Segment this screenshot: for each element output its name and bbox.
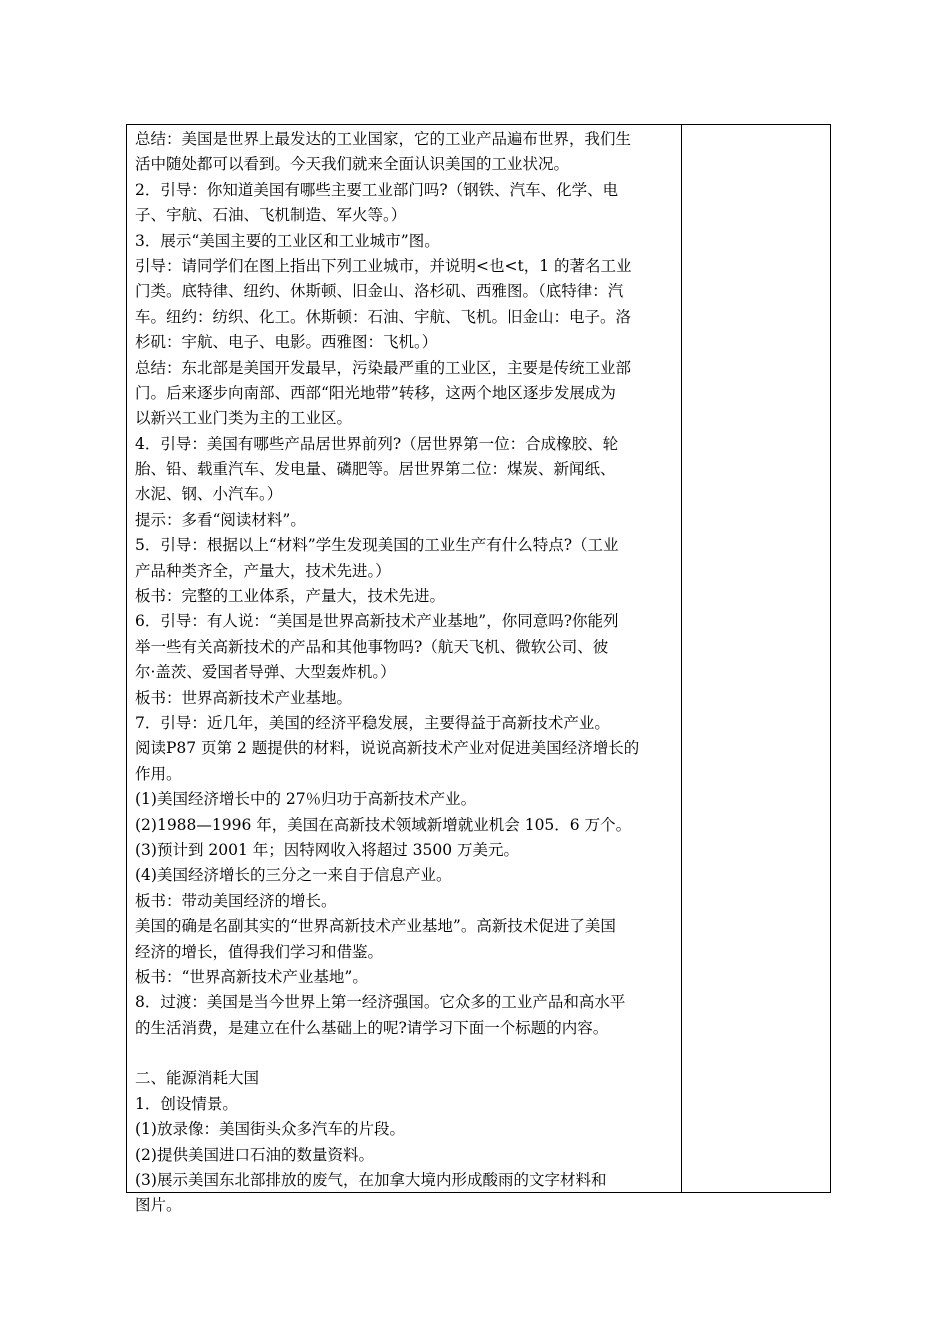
text-line: 二、能源消耗大国 <box>135 1069 260 1088</box>
text-line: 总结：东北部是美国开发最早，污染最严重的工业区，主要是传统工业部 <box>135 358 632 377</box>
text-line: 板书：完整的工业体系，产量大，技术先进。 <box>135 587 446 606</box>
text-line <box>135 1041 675 1066</box>
text-line: 3．展示“美国主要的工业区和工业城市”图。 <box>135 231 440 250</box>
text-line: 1．创设情景。 <box>135 1094 238 1113</box>
text-line: 胎、铅、载重汽车、发电量、磷肥等。居世界第二位：煤炭、新闻纸、 <box>135 460 616 479</box>
text-line: (1)放录像：美国街头众多汽车的片段。 <box>135 1120 405 1139</box>
text-line: 美国的确是名副其实的“世界高新技术产业基地”。高新技术促进了美国 <box>135 917 616 936</box>
text-line: 门。后来逐步向南部、西部“阳光地带”转移，这两个地区逐步发展成为 <box>135 383 616 402</box>
text-line: 尔·盖茨、爱国者导弹、大型轰炸机。） <box>135 663 396 682</box>
text-line: 图片。 <box>135 1196 182 1215</box>
text-line: (2)提供美国进口石油的数量资料。 <box>135 1145 374 1164</box>
text-line: 4．引导：美国有哪些产品居世界前列?（居世界第一位：合成橡胶、轮 <box>135 434 619 453</box>
text-line: 门类。底特律、纽约、休斯顿、旧金山、洛杉矶、西雅图。（底特律：汽 <box>135 282 624 301</box>
text-line: 总结：美国是世界上最发达的工业国家，它的工业产品遍布世界，我们生 <box>135 130 632 148</box>
text-line: 活中随处都可以看到。今天我们就来全面认识美国的工业状况。 <box>135 155 570 174</box>
text-line: (3)展示美国东北部排放的废气，在加拿大境内形成酸雨的文字材料和 <box>135 1171 607 1190</box>
text-line: 产品种类齐全，产量大，技术先进。） <box>135 561 391 580</box>
notes-cell <box>687 125 827 1192</box>
text-line: 板书：世界高新技术产业基地。 <box>135 688 353 707</box>
text-line: 阅读P87 页第 2 题提供的材料，说说高新技术产业对促进美国经济增长的 <box>135 739 640 758</box>
text-line: 板书：“世界高新技术产业基地”。 <box>135 967 368 986</box>
text-line: 作用。 <box>135 764 182 783</box>
text-line: 提示：多看“阅读材料”。 <box>135 510 306 529</box>
text-line: (1)美国经济增长中的 27％归功于高新技术产业。 <box>135 790 477 809</box>
text-line: 举一些有关高新技术的产品和其他事物吗?（航天飞机、微软公司、彼 <box>135 637 609 656</box>
text-line: 8．过渡：美国是当今世界上第一经济强国。它众多的工业产品和高水平 <box>135 993 626 1012</box>
text-line: 6．引导：有人说：“美国是世界高新技术产业基地”，你同意吗?你能列 <box>135 612 619 631</box>
lesson-table <box>126 124 831 1215</box>
text-line: 2．引导：你知道美国有哪些主要工业部门吗?（钢铁、汽车、化学、电 <box>135 180 619 199</box>
lesson-content-cell <box>135 127 675 1219</box>
text-line: 以新兴工业门类为主的工业区。 <box>135 409 353 428</box>
text-line: 经济的增长，值得我们学习和借鉴。 <box>135 942 384 961</box>
column-divider <box>681 125 682 1192</box>
text-line: 车。纽约：纺织、化工。休斯顿：石油、宇航、飞机。旧金山：电子。洛 <box>135 307 632 326</box>
text-line: 板书：带动美国经济的增长。 <box>135 891 337 910</box>
text-line: (2)1988—1996 年，美国在高新技术领域新增就业机会 105．6 万个。 <box>135 815 632 834</box>
text-line: (3)预计到 2001 年；因特网收入将超过 3500 万美元。 <box>135 840 520 859</box>
text-line: (4)美国经济增长的三分之一来自于信息产业。 <box>135 866 452 885</box>
text-line: 水泥、钢、小汽车。） <box>135 485 283 504</box>
text-line: 5．引导：根据以上“材料”学生发现美国的工业生产有什么特点?（工业 <box>135 536 619 555</box>
text-line: 子、宇航、石油、飞机制造、军火等。） <box>135 206 407 225</box>
text-line: 的生活消费，是建立在什么基础上的呢?请学习下面一个标题的内容。 <box>135 1018 609 1037</box>
text-line: 引导：请同学们在图上指出下列工业城市，并说明<也<t，1 的著名工业 <box>135 256 632 275</box>
text-line: 杉矶：宇航、电子、电影。西雅图：飞机。） <box>135 333 438 352</box>
text-line: 7．引导：近几年，美国的经济平稳发展，主要得益于高新技术产业。 <box>135 713 610 732</box>
